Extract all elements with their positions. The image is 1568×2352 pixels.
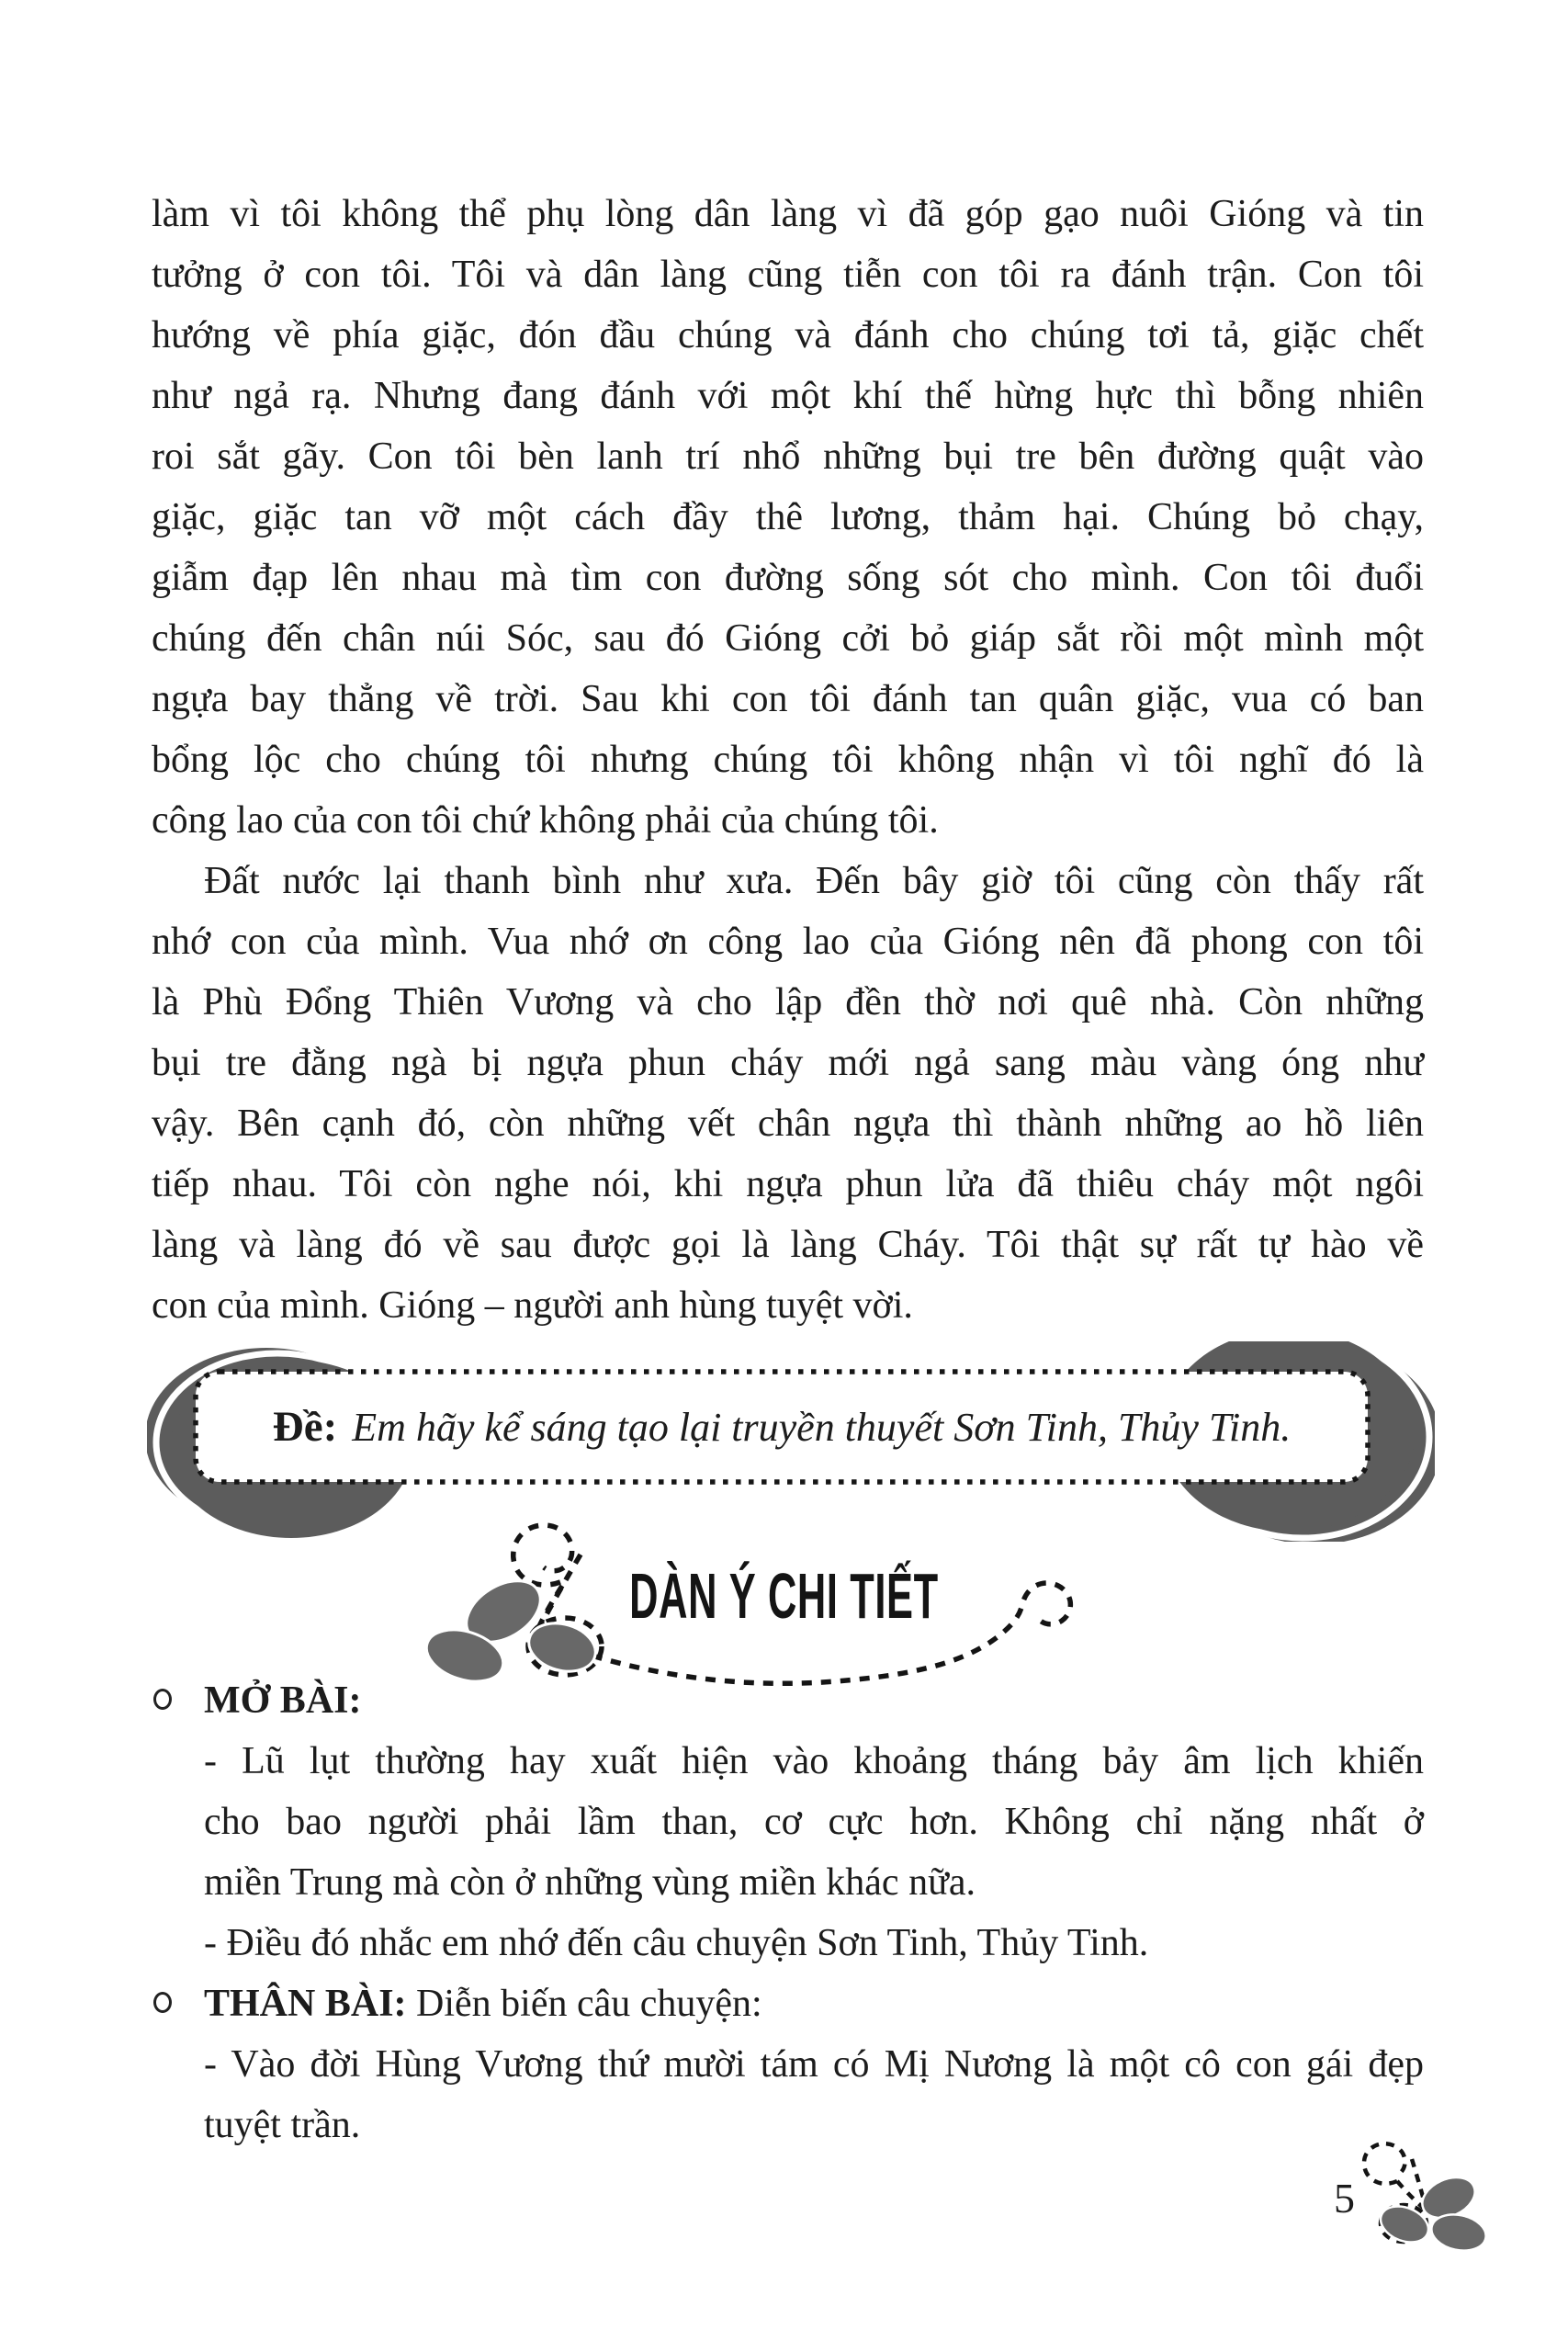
story-line: tưởng ở con tôi. Tôi và dân làng cũng tiễn con tôi ra đánh trận. Con tôi [152,254,1424,296]
story-line: con của mình. Gióng – người anh hùng tuyệt vời. [152,1284,913,1327]
outline-line: cho bao người phải lầm than, cơ cực hơn. Không chỉ nặng nhất ở [204,1801,1424,1843]
story-line: giẫm đạp lên nhau mà tìm con đường sống sót cho mình. Con tôi đuổi [152,557,1424,599]
page-flower-icon [1309,2128,1520,2266]
circle-bullet-icon [153,1992,172,2013]
outline-line: - Vào đời Hùng Vương thứ mười tám có Mị Nương là một cô con gái đẹp [204,2043,1424,2086]
story-line: là Phù Đổng Thiên Vương và cho lập đền thờ nơi quê nhà. Còn những [152,981,1424,1023]
story-line: công lao của con tôi chứ không phải của chúng tôi. [152,799,939,842]
outline-sections [152,1670,1424,2155]
prompt-sentence: Em hãy kể sáng tạo lại truyền thuyết Sơn Tinh, Thủy Tinh. [352,1404,1292,1450]
story-line: roi sắt gãy. Con tôi bèn lanh trí nhổ những bụi tre bên đường quật vào [152,435,1424,478]
story [152,184,1424,1336]
circle-bullet-icon [153,1689,172,1710]
prompt-label: Đề: [272,1403,338,1451]
story-line: ngựa bay thẳng về trời. Sau khi con tôi đánh tan quân giặc, vua có ban [152,678,1424,720]
story-line: như ngả rạ. Nhưng đang đánh với một khí thế hừng hực thì bỗng nhiên [152,375,1424,417]
outline-section-subtitle: Diễn biến câu chuyện: [406,1983,762,2025]
outline-section-title: MỞ BÀI: [204,1679,362,1722]
outline-section-heading [152,1670,1424,1731]
outline-heading-text: DÀN Ý CHI TIẾT [629,1560,939,1632]
story-line: tiếp nhau. Tôi còn nghe nói, khi ngựa phun lửa đã thiêu cháy một ngôi [152,1163,1424,1205]
page-number: 5 [1334,2175,1355,2222]
story-line: hướng về phía giặc, đón đầu chúng và đánh cho chúng tơi tả, giặc chết [152,314,1424,356]
story-line: chúng đến chân núi Sóc, sau đó Gióng cởi bỏ giáp sắt rồi một mình một [152,617,1424,660]
story-line: giặc, giặc tan vỡ một cách đầy thê lương, thảm hại. Chúng bỏ chạy, [152,496,1424,538]
outline-line: tuyệt trần. [204,2104,361,2146]
outline-heading [0,1560,1568,1632]
outline-line: - Lũ lụt thường hay xuất hiện vào khoảng tháng bảy âm lịch khiến [204,1740,1424,1782]
story-line: Đất nước lại thanh bình như xưa. Đến bây giờ tôi cũng còn thấy rất [204,860,1424,902]
outline-section-title: THÂN BÀI: [204,1983,407,2025]
story-line: nhớ con của mình. Vua nhớ ơn công lao của Gióng nên đã phong con tôi [152,921,1424,963]
outline-line: miền Trung mà còn ở những vùng miền khác nữa. [204,1861,976,1904]
outline-section-heading [152,1973,1424,2034]
story-line: làm vì tôi không thể phụ lòng dân làng vì đã góp gạo nuôi Gióng và tin [152,193,1424,235]
story-line: vậy. Bên cạnh đó, còn những vết chân ngựa thì thành những ao hồ liên [152,1102,1424,1145]
story-line: bổng lộc cho chúng tôi nhưng chúng tôi không nhận vì tôi nghĩ đó là [152,739,1424,781]
story-line: bụi tre đằng ngà bị ngựa phun cháy mới ngả sang màu vàng óng như [152,1042,1424,1084]
essay-prompt [202,1373,1361,1481]
story-line: làng và làng đó về sau được gọi là làng Cháy. Tôi thật sự rất tự hào về [152,1224,1424,1266]
outline-line: - Điều đó nhắc em nhớ đến câu chuyện Sơn Tinh, Thủy Tinh. [204,1922,1149,1964]
